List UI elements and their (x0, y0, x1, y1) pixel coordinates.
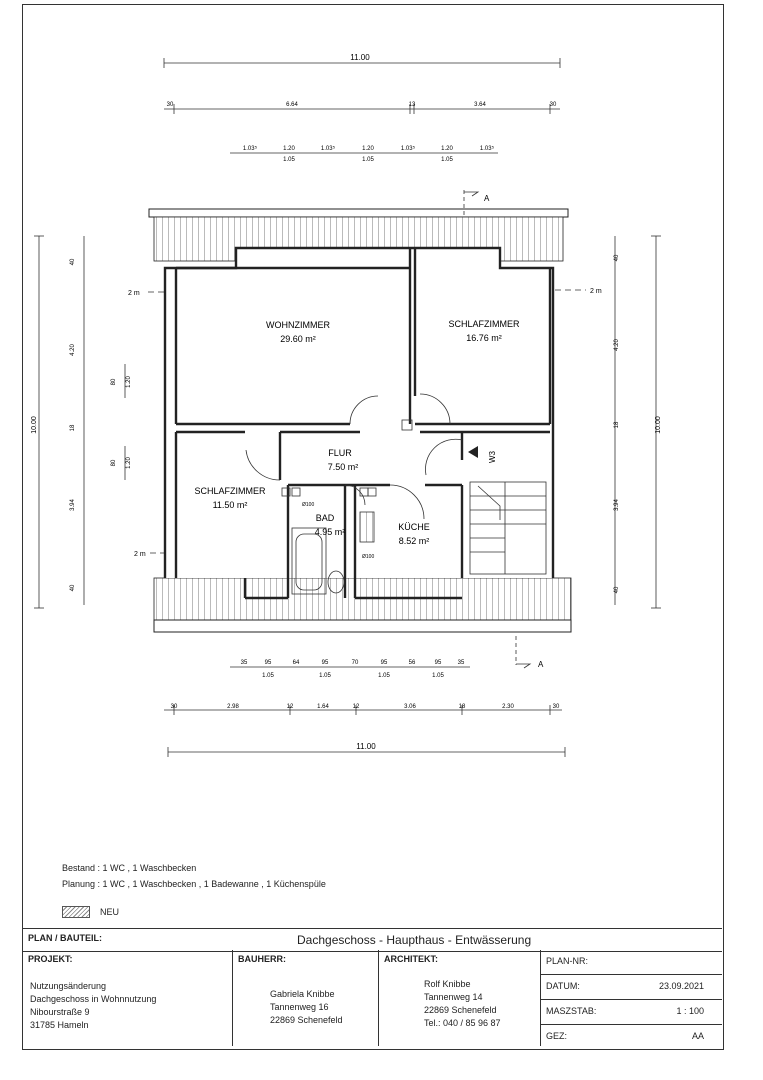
room-w3-label: W3 (488, 451, 497, 463)
left-opening-2: 80 (111, 378, 117, 386)
datum-value: 23.09.2021 (658, 981, 704, 991)
section-marker-top-label: A (484, 194, 490, 203)
bath-pipe-label-1: Ø100 (302, 502, 315, 508)
plan-bauteil-label: PLAN / BAUTEIL: (28, 933, 102, 943)
room-bad-area: 4.95 m² (314, 527, 346, 537)
bottom-opening-5: 70 (351, 660, 359, 666)
architekt-line-3: 22869 Schenefeld (424, 1005, 497, 1015)
projekt-label: PROJEKT: (28, 954, 73, 964)
bottom-segment-1: 30 (170, 704, 178, 710)
bottom-opening-sub-3: 1.05 (378, 673, 390, 679)
bauherr-line-3: 22869 Schenefeld (270, 1015, 343, 1025)
left-opening-4: 80 (111, 459, 117, 467)
left-segment-3-94: 3.94 (70, 499, 76, 511)
bottom-total-dimension: 11.00 (356, 742, 376, 751)
left-opening-3: 1.20 (126, 457, 132, 469)
top-dimension-chain (164, 58, 560, 153)
room-wohnzimmer-name: WOHNZIMMER (266, 320, 330, 330)
title-block (22, 928, 722, 1048)
bauherr-cell (232, 950, 379, 1046)
bottom-segment-4: 1.64 (317, 704, 329, 710)
room-kueche-name: KÜCHE (398, 522, 430, 532)
top-window-sub-1: 1.05 (283, 157, 295, 163)
architekt-line-1: Rolf Knibbe (424, 979, 471, 989)
left-segment-18: 18 (70, 424, 76, 432)
projekt-line-2: Dachgeschoss in Wohnnutzung (30, 994, 157, 1004)
room-flur-name: FLUR (328, 448, 352, 458)
top-segment-1: 30 (166, 102, 174, 108)
bottom-opening-sub-1: 1.05 (262, 673, 274, 679)
projekt-line-4: 31785 Hameln (30, 1020, 89, 1030)
bottom-segment-5: 12 (352, 704, 360, 710)
right-segment-18: 18 (614, 421, 620, 429)
top-window-sub-3: 1.05 (441, 157, 453, 163)
top-window-4: 1.20 (362, 146, 374, 152)
building-outline (149, 209, 571, 632)
architekt-label: ARCHITEKT: (384, 954, 438, 964)
top-window-sub-2: 1.05 (362, 157, 374, 163)
top-segment-2: 6.64 (286, 102, 298, 108)
bauherr-label: BAUHERR: (238, 954, 286, 964)
legend-label: NEU (100, 907, 120, 917)
left-total-dimension: 10.00 (31, 416, 38, 434)
section-marker-bottom (516, 636, 530, 668)
room-schlafzimmer-2-name: SCHLAFZIMMER (194, 486, 266, 496)
hatch-swatch (62, 906, 90, 918)
bottom-segment-2: 2.98 (227, 704, 239, 710)
projekt-line-3: Nibourstraße 9 (30, 1007, 90, 1017)
bottom-opening-sub-2: 1.05 (319, 673, 331, 679)
top-window-5: 1.03⁵ (400, 146, 416, 152)
architekt-line-4: Tel.: 040 / 85 96 87 (424, 1018, 501, 1028)
massstab-label: MASZSTAB: (546, 1006, 597, 1016)
bottom-opening-sub-4: 1.05 (432, 673, 444, 679)
section-marker-top (464, 190, 478, 215)
room-flur-area: 7.50 m² (327, 462, 359, 472)
fixture-notes (62, 860, 326, 892)
bottom-opening-9: 35 (457, 660, 465, 666)
bath-pipe-label-2: Ø100 (362, 554, 375, 560)
bottom-opening-8: 95 (434, 660, 442, 666)
bottom-opening-3: 64 (292, 660, 300, 666)
room-wohnzimmer-area: 29.60 m² (280, 334, 316, 344)
room-schlafzimmer-1-name: SCHLAFZIMMER (448, 319, 520, 329)
right-segment-bottom: 40 (614, 586, 620, 594)
top-segment-5: 30 (549, 102, 557, 108)
top-window-7: 1.03⁵ (479, 146, 495, 152)
top-total-dimension: 11.00 (350, 53, 370, 62)
room-schlafzimmer-1-area: 16.76 m² (466, 333, 502, 343)
architekt-cell (378, 950, 541, 1046)
top-window-1: 1.03⁵ (242, 146, 258, 152)
section-marker-bottom-label: A (538, 660, 544, 669)
right-total-dimension: 10.00 (655, 416, 662, 434)
bauherr-line-1: Gabriela Knibbe (270, 989, 335, 999)
bottom-opening-2: 95 (264, 660, 272, 666)
bottom-segment-6: 3.06 (404, 704, 416, 710)
notes-planung: Planung : 1 WC , 1 Waschbecken , 1 Badewanne , 1 Küchenspüle (62, 879, 326, 889)
massstab-row (540, 1000, 722, 1025)
gez-label: GEZ: (546, 1031, 568, 1041)
top-window-2: 1.20 (283, 146, 295, 152)
architekt-line-2: Tannenweg 14 (424, 992, 483, 1002)
plan-info-cell (540, 950, 722, 1049)
bottom-segment-8: 2.30 (502, 704, 514, 710)
datum-row (540, 975, 722, 1000)
right-segment-4-20: 4.20 (614, 339, 620, 351)
left-segment-top: 40 (70, 258, 76, 266)
left-segment-4-20: 4.20 (70, 344, 76, 356)
plan-title: Dachgeschoss - Haupthaus - Entwässerung (297, 933, 532, 947)
legend (62, 906, 119, 918)
projekt-line-1: Nutzungsänderung (30, 981, 107, 991)
title-block-plan-row (22, 928, 722, 952)
right-segment-top: 40 (614, 254, 620, 262)
bottom-segment-7: 18 (458, 704, 466, 710)
room-schlafzimmer-2-area: 11.50 m² (212, 500, 248, 510)
gez-row (540, 1025, 722, 1049)
bottom-opening-4: 95 (321, 660, 329, 666)
bottom-opening-6: 95 (380, 660, 388, 666)
bottom-opening-7: 56 (408, 660, 416, 666)
room-kueche-area: 8.52 m² (398, 536, 430, 546)
right-segment-3-94: 3.94 (614, 499, 620, 511)
bottom-segment-9: 30 (552, 704, 560, 710)
two-meter-label-left-top: 2 m (128, 290, 140, 297)
left-segment-bottom: 40 (70, 584, 76, 592)
notes-bestand: Bestand : 1 WC , 1 Waschbecken (62, 863, 197, 873)
bottom-opening-1: 35 (240, 660, 248, 666)
bottom-segment-3: 12 (286, 704, 294, 710)
massstab-value: 1 : 100 (676, 1006, 704, 1016)
gez-value: AA (691, 1031, 704, 1041)
datum-label: DATUM: (546, 981, 580, 991)
top-segment-4: 3.64 (474, 102, 486, 108)
two-meter-label-right: 2 m (590, 288, 602, 295)
projekt-cell (22, 950, 233, 1046)
top-segment-3: 13 (408, 102, 416, 108)
left-opening-1: 1.20 (126, 376, 132, 388)
top-window-6: 1.20 (441, 146, 453, 152)
plan-nr-row (540, 950, 722, 975)
plan-nr-label: PLAN-NR: (546, 956, 589, 966)
room-bad-name: BAD (315, 513, 335, 523)
top-window-3: 1.03⁵ (320, 146, 336, 152)
bauherr-line-2: Tannenweg 16 (270, 1002, 329, 1012)
two-meter-label-left-bottom: 2 m (134, 551, 146, 558)
